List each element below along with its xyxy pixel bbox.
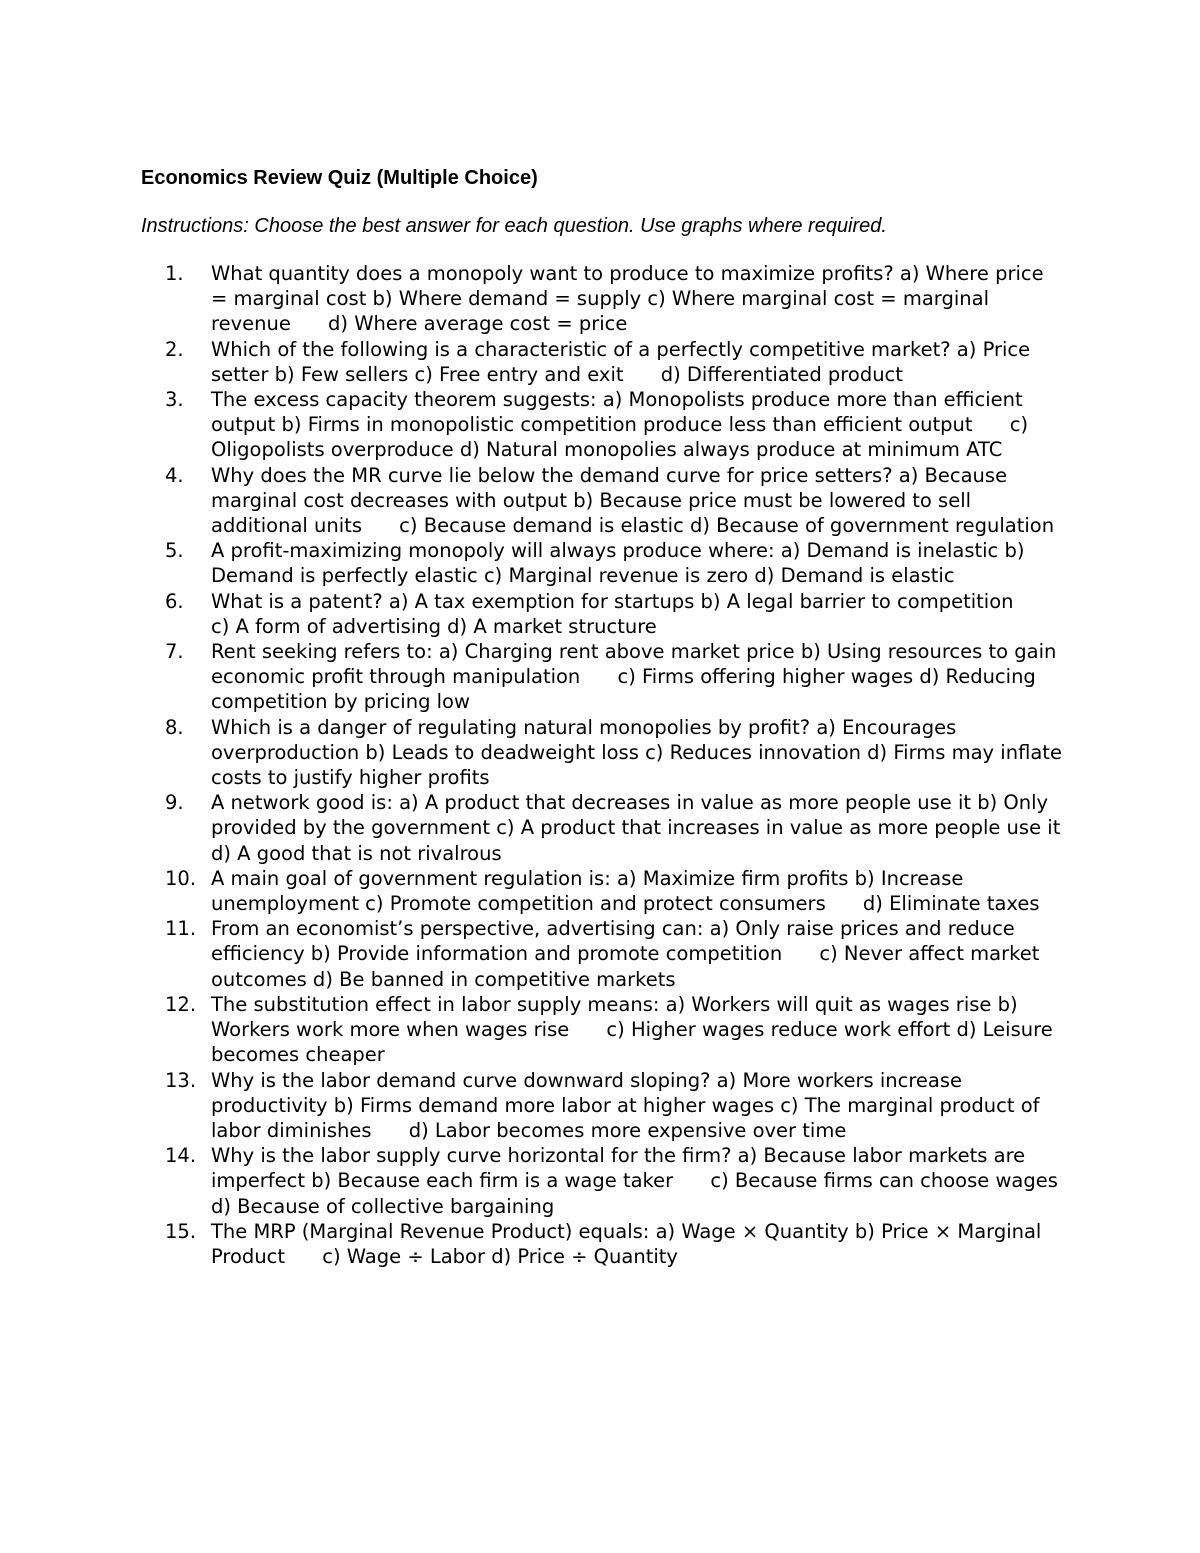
question-text: The excess capacity theorem suggests: a) Monopolists produce more than efficient output b) Firms in monopolistic competition produce less than efficient output c) Oligopolists overproduce d) Natural monopolies always produce at minimum ATC — [211, 388, 1035, 462]
question-item-14 — [165, 1143, 1065, 1219]
question-item-8 — [165, 715, 1069, 791]
question-number: 1. — [165, 262, 184, 285]
question-text: Which is a danger of regulating natural monopolies by profit? a) Encourages overproduction b) Leads to deadweight loss c) Reduces innovation d) Firms may inflate costs to justify higher profits — [211, 715, 1069, 790]
question-text: A network good is: a) A product that decreases in value as more people use it b) Only provided by the government c) A product that increases in value as more people use it d) A good that is not rivalrous — [211, 791, 1098, 865]
question-text: The substitution effect in labor supply means: a) Workers will quit as wages rise b) Workers work more when wages rise c) Higher wages reduce work effort d) Leisure becomes cheaper — [211, 992, 1059, 1067]
question-item-9 — [165, 790, 1098, 866]
question-item-5 — [165, 538, 1065, 588]
question-text: A profit-maximizing monopoly will always produce where: a) Demand is inelastic b) Demand is perfectly elastic c) Marginal revenue is zero d) Demand is elastic — [211, 539, 1031, 588]
question-number: 10. — [165, 866, 197, 890]
question-text: From an economist’s perspective, advertising can: a) Only raise prices and reduce efficiency b) Provide information and promote competition c) Never affect market outcomes d) Be banned in competitive markets — [211, 917, 1046, 991]
question-text: Rent seeking refers to: a) Charging rent above market price b) Using resources to gain economic profit through manipulation c) Firms offering higher wages d) Reducing competition by pricing low — [211, 640, 1063, 714]
question-number: 6. — [165, 589, 184, 613]
question-item-11 — [165, 916, 1065, 992]
question-item-12 — [165, 992, 1065, 1068]
question-text: What is a patent? a) A tax exemption for startups b) A legal barrier to competition c) A form of advertising d) A market structure — [211, 589, 1051, 638]
question-number: 15. — [165, 1219, 197, 1243]
question-item-15 — [165, 1219, 1065, 1269]
question-list — [165, 261, 1098, 1269]
question-number: 8. — [165, 715, 184, 739]
question-number: 4. — [165, 463, 184, 487]
question-text: A main goal of government regulation is: a) Maximize firm profits b) Increase unemployment c) Promote competition and protect consumers d) Eliminate taxes — [211, 866, 1040, 916]
question-text: The MRP (Marginal Revenue Product) equals: a) Wage × Quantity b) Price × Marginal Product c) Wage ÷ Labor d) Price ÷ Quantity — [211, 1219, 1048, 1268]
question-number: 5. — [165, 539, 184, 563]
question-number: 7. — [165, 640, 184, 664]
question-item-1 — [165, 261, 1065, 337]
page-title: Economics Review Quiz (Multiple Choice) — [141, 167, 538, 189]
question-item-3 — [165, 387, 1065, 463]
question-item-6 — [165, 589, 1065, 639]
question-item-7 — [165, 639, 1065, 715]
question-number: 3. — [165, 388, 184, 412]
question-number: 14. — [165, 1144, 197, 1168]
question-number: 13. — [165, 1068, 197, 1092]
question-item-4 — [165, 463, 1065, 539]
question-item-2 — [165, 337, 1065, 387]
question-number: 11. — [165, 917, 197, 941]
question-number: 12. — [165, 992, 197, 1016]
question-item-13 — [165, 1068, 1065, 1144]
question-text: Which of the following is a characteristic of a perfectly competitive market? a) Price setter b) Few sellers c) Free entry and exit d) Differentiated product — [211, 337, 1037, 386]
question-text: What quantity does a monopoly want to produce to maximize profits? a) Where price = marginal cost b) Where demand = supply c) Where marginal cost = marginal revenue d) Where average cost = price — [211, 262, 1050, 336]
question-item-10 — [165, 866, 1065, 916]
instructions-text: Instructions: Choose the best answer for each question. Use graphs where required. — [141, 215, 887, 237]
question-text: Why is the labor supply curve horizontal for the firm? a) Because labor markets are imperfect b) Because each firm is a wage taker c) Because firms can choose wages d) Because of collective bargaining — [211, 1144, 1065, 1218]
question-text: Why is the labor demand curve downward sloping? a) More workers increase productivity b) Firms demand more labor at higher wages c) The marginal product of labor diminishes d) Labor becomes more expensive over time — [211, 1068, 1046, 1142]
question-number: 9. — [165, 791, 184, 815]
question-text: Why does the MR curve lie below the demand curve for price setters? a) Because marginal cost decreases with output b) Because price must be lowered to sell additional units c) Because demand is elastic d) Because of government regulation — [211, 463, 1055, 538]
question-number: 2. — [165, 337, 184, 361]
